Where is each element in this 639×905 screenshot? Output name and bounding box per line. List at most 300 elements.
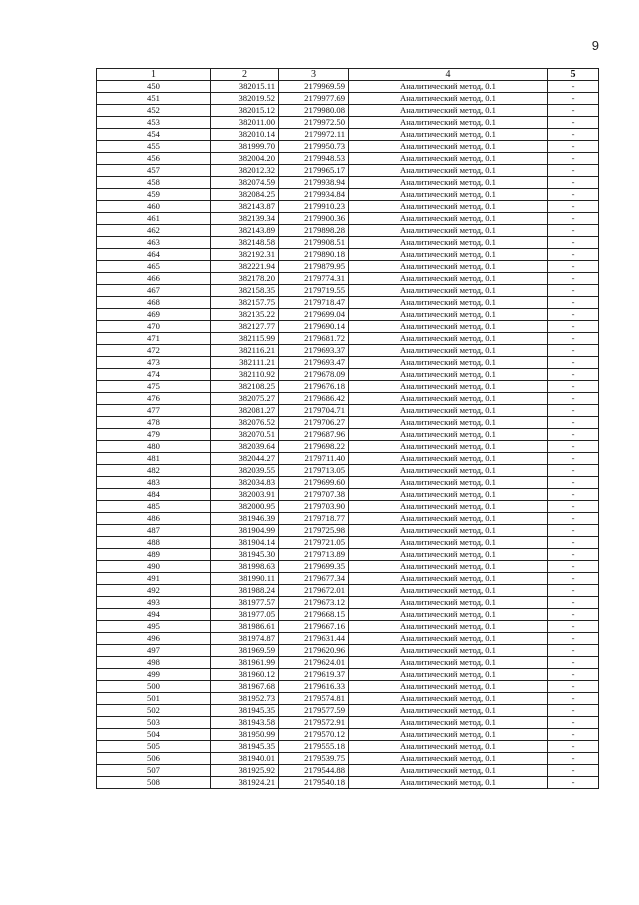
y-coordinate-cell: 2179619.37: [279, 669, 349, 681]
x-coordinate-cell: 381986.61: [211, 621, 279, 633]
x-coordinate-cell: 382019.52: [211, 93, 279, 105]
table-row: [97, 213, 599, 225]
table-row: [97, 681, 599, 693]
table-row: [97, 285, 599, 297]
method-cell: Аналитический метод, 0.1: [349, 465, 548, 477]
point-number-cell: 508: [97, 777, 211, 789]
method-cell: Аналитический метод, 0.1: [349, 117, 548, 129]
method-cell: Аналитический метод, 0.1: [349, 657, 548, 669]
point-number-cell: 469: [97, 309, 211, 321]
y-coordinate-cell: 2179693.47: [279, 357, 349, 369]
x-coordinate-cell: 382143.89: [211, 225, 279, 237]
table-row: [97, 321, 599, 333]
table-row: [97, 537, 599, 549]
method-cell: Аналитический метод, 0.1: [349, 273, 548, 285]
x-coordinate-cell: 381904.14: [211, 537, 279, 549]
y-coordinate-cell: 2179672.01: [279, 585, 349, 597]
description-cell: -: [548, 753, 599, 765]
point-number-cell: 493: [97, 597, 211, 609]
table-row: [97, 141, 599, 153]
y-coordinate-cell: 2179699.60: [279, 477, 349, 489]
table-row: [97, 297, 599, 309]
y-coordinate-cell: 2179948.53: [279, 153, 349, 165]
method-cell: Аналитический метод, 0.1: [349, 225, 548, 237]
x-coordinate-cell: 382221.94: [211, 261, 279, 273]
point-number-cell: 494: [97, 609, 211, 621]
table-row: [97, 777, 599, 789]
point-number-cell: 499: [97, 669, 211, 681]
y-coordinate-cell: 2179678.09: [279, 369, 349, 381]
y-coordinate-cell: 2179703.90: [279, 501, 349, 513]
method-cell: Аналитический метод, 0.1: [349, 429, 548, 441]
description-cell: -: [548, 249, 599, 261]
table-row: [97, 201, 599, 213]
x-coordinate-cell: 382004.20: [211, 153, 279, 165]
method-cell: Аналитический метод, 0.1: [349, 201, 548, 213]
table-row: [97, 393, 599, 405]
y-coordinate-cell: 2179706.27: [279, 417, 349, 429]
method-cell: Аналитический метод, 0.1: [349, 705, 548, 717]
point-number-cell: 484: [97, 489, 211, 501]
y-coordinate-cell: 2179620.96: [279, 645, 349, 657]
x-coordinate-cell: 382084.25: [211, 189, 279, 201]
point-number-cell: 458: [97, 177, 211, 189]
y-coordinate-cell: 2179668.15: [279, 609, 349, 621]
x-coordinate-cell: 381945.35: [211, 705, 279, 717]
method-cell: Аналитический метод, 0.1: [349, 81, 548, 93]
description-cell: -: [548, 345, 599, 357]
table-row: [97, 345, 599, 357]
x-coordinate-cell: 381998.63: [211, 561, 279, 573]
table-row: [97, 405, 599, 417]
table-row: [97, 525, 599, 537]
y-coordinate-cell: 2179980.08: [279, 105, 349, 117]
method-cell: Аналитический метод, 0.1: [349, 717, 548, 729]
method-cell: Аналитический метод, 0.1: [349, 645, 548, 657]
method-cell: Аналитический метод, 0.1: [349, 453, 548, 465]
method-cell: Аналитический метод, 0.1: [349, 501, 548, 513]
x-coordinate-cell: 381943.58: [211, 717, 279, 729]
description-cell: -: [548, 189, 599, 201]
table-row: [97, 705, 599, 717]
method-cell: Аналитический метод, 0.1: [349, 369, 548, 381]
y-coordinate-cell: 2179890.18: [279, 249, 349, 261]
description-cell: -: [548, 429, 599, 441]
table-row: [97, 453, 599, 465]
y-coordinate-cell: 2179908.51: [279, 237, 349, 249]
point-number-cell: 457: [97, 165, 211, 177]
description-cell: -: [548, 573, 599, 585]
point-number-cell: 501: [97, 693, 211, 705]
description-cell: -: [548, 453, 599, 465]
point-number-cell: 480: [97, 441, 211, 453]
method-cell: Аналитический метод, 0.1: [349, 141, 548, 153]
method-cell: Аналитический метод, 0.1: [349, 381, 548, 393]
point-number-cell: 491: [97, 573, 211, 585]
description-cell: -: [548, 513, 599, 525]
point-number-cell: 495: [97, 621, 211, 633]
description-cell: -: [548, 381, 599, 393]
table-row: [97, 753, 599, 765]
description-cell: -: [548, 489, 599, 501]
y-coordinate-cell: 2179725.98: [279, 525, 349, 537]
point-number-cell: 505: [97, 741, 211, 753]
point-number-cell: 479: [97, 429, 211, 441]
point-number-cell: 454: [97, 129, 211, 141]
description-cell: -: [548, 537, 599, 549]
description-cell: -: [548, 129, 599, 141]
y-coordinate-cell: 2179707.38: [279, 489, 349, 501]
description-cell: -: [548, 741, 599, 753]
y-coordinate-cell: 2179572.91: [279, 717, 349, 729]
description-cell: -: [548, 645, 599, 657]
description-cell: -: [548, 297, 599, 309]
table-header-row: [97, 69, 599, 81]
method-cell: Аналитический метод, 0.1: [349, 621, 548, 633]
y-coordinate-cell: 2179676.18: [279, 381, 349, 393]
x-coordinate-cell: 381940.01: [211, 753, 279, 765]
description-cell: -: [548, 597, 599, 609]
table-row: [97, 429, 599, 441]
description-cell: -: [548, 261, 599, 273]
y-coordinate-cell: 2179713.89: [279, 549, 349, 561]
description-cell: -: [548, 657, 599, 669]
description-cell: -: [548, 177, 599, 189]
x-coordinate-cell: 381988.24: [211, 585, 279, 597]
table-row: [97, 153, 599, 165]
y-coordinate-cell: 2179721.05: [279, 537, 349, 549]
table-row: [97, 465, 599, 477]
point-number-cell: 475: [97, 381, 211, 393]
x-coordinate-cell: 381945.30: [211, 549, 279, 561]
x-coordinate-cell: 382000.95: [211, 501, 279, 513]
point-number-cell: 482: [97, 465, 211, 477]
point-number-cell: 465: [97, 261, 211, 273]
method-cell: Аналитический метод, 0.1: [349, 585, 548, 597]
y-coordinate-cell: 2179570.12: [279, 729, 349, 741]
point-number-cell: 504: [97, 729, 211, 741]
method-cell: Аналитический метод, 0.1: [349, 165, 548, 177]
x-coordinate-cell: 382148.58: [211, 237, 279, 249]
description-cell: -: [548, 561, 599, 573]
column-header-y-coordinate: 3: [279, 69, 349, 81]
description-cell: -: [548, 609, 599, 621]
method-cell: Аналитический метод, 0.1: [349, 309, 548, 321]
table-row: [97, 765, 599, 777]
method-cell: Аналитический метод, 0.1: [349, 693, 548, 705]
description-cell: -: [548, 153, 599, 165]
y-coordinate-cell: 2179677.34: [279, 573, 349, 585]
point-number-cell: 461: [97, 213, 211, 225]
x-coordinate-cell: 382115.99: [211, 333, 279, 345]
coordinates-table: [96, 68, 599, 789]
method-cell: Аналитический метод, 0.1: [349, 177, 548, 189]
x-coordinate-cell: 381946.39: [211, 513, 279, 525]
table-row: [97, 357, 599, 369]
method-cell: Аналитический метод, 0.1: [349, 561, 548, 573]
y-coordinate-cell: 2179718.47: [279, 297, 349, 309]
x-coordinate-cell: 382135.22: [211, 309, 279, 321]
y-coordinate-cell: 2179555.18: [279, 741, 349, 753]
y-coordinate-cell: 2179704.71: [279, 405, 349, 417]
y-coordinate-cell: 2179673.12: [279, 597, 349, 609]
column-header-x-coordinate: 2: [211, 69, 279, 81]
y-coordinate-cell: 2179698.22: [279, 441, 349, 453]
method-cell: Аналитический метод, 0.1: [349, 321, 548, 333]
table-row: [97, 717, 599, 729]
y-coordinate-cell: 2179965.17: [279, 165, 349, 177]
x-coordinate-cell: 381925.92: [211, 765, 279, 777]
point-number-cell: 468: [97, 297, 211, 309]
table-row: [97, 333, 599, 345]
method-cell: Аналитический метод, 0.1: [349, 489, 548, 501]
y-coordinate-cell: 2179938.94: [279, 177, 349, 189]
x-coordinate-cell: 382070.51: [211, 429, 279, 441]
y-coordinate-cell: 2179972.50: [279, 117, 349, 129]
y-coordinate-cell: 2179950.73: [279, 141, 349, 153]
y-coordinate-cell: 2179693.37: [279, 345, 349, 357]
point-number-cell: 481: [97, 453, 211, 465]
x-coordinate-cell: 382034.83: [211, 477, 279, 489]
x-coordinate-cell: 382039.55: [211, 465, 279, 477]
description-cell: -: [548, 525, 599, 537]
table-row: [97, 165, 599, 177]
table-row: [97, 81, 599, 93]
description-cell: -: [548, 729, 599, 741]
table-row: [97, 597, 599, 609]
method-cell: Аналитический метод, 0.1: [349, 753, 548, 765]
table-row: [97, 501, 599, 513]
description-cell: -: [548, 441, 599, 453]
method-cell: Аналитический метод, 0.1: [349, 333, 548, 345]
method-cell: Аналитический метод, 0.1: [349, 609, 548, 621]
y-coordinate-cell: 2179718.77: [279, 513, 349, 525]
x-coordinate-cell: 382158.35: [211, 285, 279, 297]
description-cell: -: [548, 165, 599, 177]
table-row: [97, 549, 599, 561]
x-coordinate-cell: 382015.11: [211, 81, 279, 93]
table-row: [97, 669, 599, 681]
x-coordinate-cell: 382157.75: [211, 297, 279, 309]
point-number-cell: 489: [97, 549, 211, 561]
x-coordinate-cell: 381990.11: [211, 573, 279, 585]
method-cell: Аналитический метод, 0.1: [349, 513, 548, 525]
point-number-cell: 456: [97, 153, 211, 165]
x-coordinate-cell: 382076.52: [211, 417, 279, 429]
point-number-cell: 488: [97, 537, 211, 549]
description-cell: -: [548, 333, 599, 345]
table-row: [97, 489, 599, 501]
point-number-cell: 492: [97, 585, 211, 597]
method-cell: Аналитический метод, 0.1: [349, 765, 548, 777]
table-row: [97, 309, 599, 321]
column-header-point-number: 1: [97, 69, 211, 81]
x-coordinate-cell: 381974.87: [211, 633, 279, 645]
y-coordinate-cell: 2179879.95: [279, 261, 349, 273]
point-number-cell: 471: [97, 333, 211, 345]
y-coordinate-cell: 2179719.55: [279, 285, 349, 297]
point-number-cell: 462: [97, 225, 211, 237]
y-coordinate-cell: 2179544.88: [279, 765, 349, 777]
y-coordinate-cell: 2179667.16: [279, 621, 349, 633]
description-cell: -: [548, 117, 599, 129]
point-number-cell: 507: [97, 765, 211, 777]
x-coordinate-cell: 382116.21: [211, 345, 279, 357]
table-row: [97, 177, 599, 189]
point-number-cell: 452: [97, 105, 211, 117]
table-row: [97, 585, 599, 597]
table-row: [97, 237, 599, 249]
y-coordinate-cell: 2179774.31: [279, 273, 349, 285]
y-coordinate-cell: 2179972.11: [279, 129, 349, 141]
method-cell: Аналитический метод, 0.1: [349, 105, 548, 117]
y-coordinate-cell: 2179624.01: [279, 657, 349, 669]
description-cell: -: [548, 777, 599, 789]
y-coordinate-cell: 2179713.05: [279, 465, 349, 477]
description-cell: -: [548, 549, 599, 561]
x-coordinate-cell: 381969.59: [211, 645, 279, 657]
method-cell: Аналитический метод, 0.1: [349, 297, 548, 309]
method-cell: Аналитический метод, 0.1: [349, 669, 548, 681]
method-cell: Аналитический метод, 0.1: [349, 393, 548, 405]
table-row: [97, 225, 599, 237]
x-coordinate-cell: 382003.91: [211, 489, 279, 501]
description-cell: -: [548, 669, 599, 681]
point-number-cell: 486: [97, 513, 211, 525]
point-number-cell: 506: [97, 753, 211, 765]
y-coordinate-cell: 2179681.72: [279, 333, 349, 345]
point-number-cell: 467: [97, 285, 211, 297]
description-cell: -: [548, 417, 599, 429]
point-number-cell: 472: [97, 345, 211, 357]
description-cell: -: [548, 81, 599, 93]
method-cell: Аналитический метод, 0.1: [349, 633, 548, 645]
x-coordinate-cell: 382011.00: [211, 117, 279, 129]
method-cell: Аналитический метод, 0.1: [349, 357, 548, 369]
point-number-cell: 463: [97, 237, 211, 249]
x-coordinate-cell: 382075.27: [211, 393, 279, 405]
method-cell: Аналитический метод, 0.1: [349, 285, 548, 297]
table-row: [97, 573, 599, 585]
y-coordinate-cell: 2179631.44: [279, 633, 349, 645]
description-cell: -: [548, 201, 599, 213]
method-cell: Аналитический метод, 0.1: [349, 417, 548, 429]
method-cell: Аналитический метод, 0.1: [349, 777, 548, 789]
x-coordinate-cell: 382192.31: [211, 249, 279, 261]
x-coordinate-cell: 382111.21: [211, 357, 279, 369]
point-number-cell: 477: [97, 405, 211, 417]
description-cell: -: [548, 213, 599, 225]
method-cell: Аналитический метод, 0.1: [349, 129, 548, 141]
description-cell: -: [548, 93, 599, 105]
table-row: [97, 105, 599, 117]
point-number-cell: 496: [97, 633, 211, 645]
method-cell: Аналитический метод, 0.1: [349, 741, 548, 753]
point-number-cell: 483: [97, 477, 211, 489]
method-cell: Аналитический метод, 0.1: [349, 549, 548, 561]
point-number-cell: 485: [97, 501, 211, 513]
table-row: [97, 513, 599, 525]
table-row: [97, 381, 599, 393]
table-row: [97, 117, 599, 129]
description-cell: -: [548, 141, 599, 153]
y-coordinate-cell: 2179686.42: [279, 393, 349, 405]
description-cell: -: [548, 321, 599, 333]
method-cell: Аналитический метод, 0.1: [349, 681, 548, 693]
y-coordinate-cell: 2179616.33: [279, 681, 349, 693]
method-cell: Аналитический метод, 0.1: [349, 237, 548, 249]
x-coordinate-cell: 382015.12: [211, 105, 279, 117]
x-coordinate-cell: 382139.34: [211, 213, 279, 225]
method-cell: Аналитический метод, 0.1: [349, 405, 548, 417]
point-number-cell: 500: [97, 681, 211, 693]
table-row: [97, 477, 599, 489]
point-number-cell: 464: [97, 249, 211, 261]
x-coordinate-cell: 381950.99: [211, 729, 279, 741]
x-coordinate-cell: 381961.99: [211, 657, 279, 669]
table-row: [97, 621, 599, 633]
table-row: [97, 249, 599, 261]
y-coordinate-cell: 2179711.40: [279, 453, 349, 465]
method-cell: Аналитический метод, 0.1: [349, 153, 548, 165]
description-cell: -: [548, 357, 599, 369]
y-coordinate-cell: 2179539.75: [279, 753, 349, 765]
description-cell: -: [548, 405, 599, 417]
point-number-cell: 473: [97, 357, 211, 369]
y-coordinate-cell: 2179934.84: [279, 189, 349, 201]
x-coordinate-cell: 382010.14: [211, 129, 279, 141]
y-coordinate-cell: 2179969.59: [279, 81, 349, 93]
table-row: [97, 369, 599, 381]
table-row: [97, 441, 599, 453]
method-cell: Аналитический метод, 0.1: [349, 345, 548, 357]
point-number-cell: 466: [97, 273, 211, 285]
point-number-cell: 497: [97, 645, 211, 657]
table-body: [97, 81, 599, 789]
x-coordinate-cell: 382143.87: [211, 201, 279, 213]
x-coordinate-cell: 381999.70: [211, 141, 279, 153]
x-coordinate-cell: 381977.57: [211, 597, 279, 609]
x-coordinate-cell: 381904.99: [211, 525, 279, 537]
description-cell: -: [548, 105, 599, 117]
x-coordinate-cell: 381945.35: [211, 741, 279, 753]
method-cell: Аналитический метод, 0.1: [349, 261, 548, 273]
page-number: 9: [591, 38, 599, 53]
method-cell: Аналитический метод, 0.1: [349, 597, 548, 609]
x-coordinate-cell: 381977.05: [211, 609, 279, 621]
description-cell: -: [548, 465, 599, 477]
point-number-cell: 502: [97, 705, 211, 717]
description-cell: -: [548, 273, 599, 285]
y-coordinate-cell: 2179577.59: [279, 705, 349, 717]
description-cell: -: [548, 237, 599, 249]
description-cell: -: [548, 309, 599, 321]
point-number-cell: 451: [97, 93, 211, 105]
column-header-method: 4: [349, 69, 548, 81]
y-coordinate-cell: 2179699.35: [279, 561, 349, 573]
table-row: [97, 609, 599, 621]
y-coordinate-cell: 2179910.23: [279, 201, 349, 213]
y-coordinate-cell: 2179574.81: [279, 693, 349, 705]
x-coordinate-cell: 381952.73: [211, 693, 279, 705]
method-cell: Аналитический метод, 0.1: [349, 213, 548, 225]
method-cell: Аналитический метод, 0.1: [349, 249, 548, 261]
table-row: [97, 633, 599, 645]
method-cell: Аналитический метод, 0.1: [349, 729, 548, 741]
x-coordinate-cell: 382074.59: [211, 177, 279, 189]
point-number-cell: 476: [97, 393, 211, 405]
table-row: [97, 693, 599, 705]
